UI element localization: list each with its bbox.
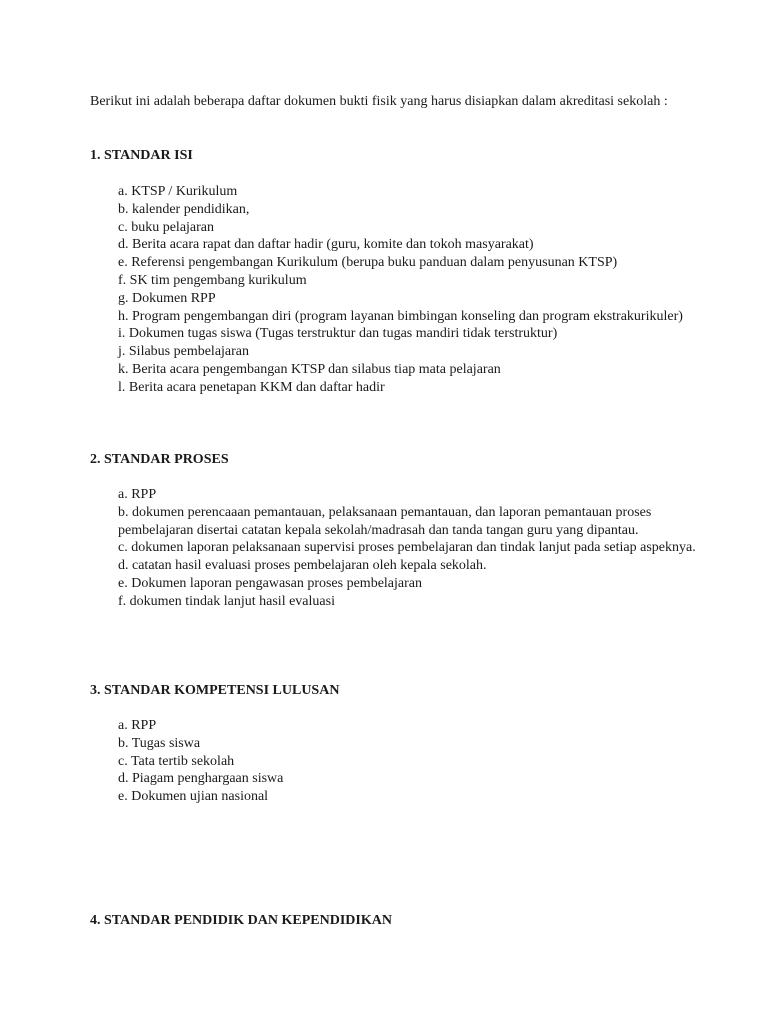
list-item: b. dokumen perencaaan pemantauan, pelaksanaan pemantauan, dan laporan pemantauan proses pembelajaran disertai catatan kepala sekolah/madrasah dan tanda tangan guru yang dipantau. [118,504,652,538]
list-item: d. catatan hasil evaluasi proses pembelajaran oleh kepala sekolah. [118,558,487,574]
list-item: b. Tugas siswa [118,735,201,751]
list-item: i. Dokumen tugas siswa (Tugas terstruktur dan tugas mandiri tidak terstruktur) [118,326,558,342]
intro-paragraph: Berikut ini adalah beberapa daftar dokumen bukti fisik yang harus disiapkan dalam akreditasi sekolah : [90,94,668,109]
section-list-standar-proses [118,486,698,611]
list-item: c. buku pelajaran [118,219,215,235]
list-item: l. Berita acara penetapan KKM dan daftar hadir [118,379,385,395]
list-item: f. dokumen tindak lanjut hasil evaluasi [118,593,335,609]
section-heading-standar-isi: 1. STANDAR ISI [90,148,193,163]
list-item: g. Dokumen RPP [118,290,216,306]
section-list-standar-isi [118,183,698,397]
list-item: k. Berita acara pengembangan KTSP dan silabus tiap mata pelajaran [118,361,501,377]
list-item: b. kalender pendidikan, [118,201,250,217]
list-item: d. Piagam penghargaan siswa [118,771,284,787]
list-item: j. Silabus pembelajaran [118,344,250,360]
section-heading-standar-kompetensi-lulusan: 3. STANDAR KOMPETENSI LULUSAN [90,683,340,698]
section-heading-standar-pendidik: 4. STANDAR PENDIDIK DAN KEPENDIDIKAN [90,913,392,928]
list-item: a. RPP [118,487,157,502]
list-item: d. Berita acara rapat dan daftar hadir (guru, komite dan tokoh masyarakat) [118,237,534,253]
list-item: c. Tata tertib sekolah [118,753,235,769]
list-item: f. SK tim pengembang kurikulum [118,272,307,288]
list-item: a. RPP [118,718,157,733]
section-list-standar-kompetensi-lulusan [118,717,698,806]
list-item: e. Dokumen ujian nasional [118,789,269,805]
section-heading-standar-proses: 2. STANDAR PROSES [90,452,229,467]
list-item: a. KTSP / Kurikulum [118,184,238,199]
list-item: c. dokumen laporan pelaksanaan supervisi proses pembelajaran dan tindak lanjut pada setiap aspeknya. [118,540,696,556]
list-item: e. Referensi pengembangan Kurikulum (berupa buku panduan dalam penyusunan KTSP) [118,255,618,271]
list-item: h. Program pengembangan diri (program layanan bimbingan konseling dan program ekstrakurikuler) [118,308,683,324]
list-item: e. Dokumen laporan pengawasan proses pembelajaran [118,575,422,591]
